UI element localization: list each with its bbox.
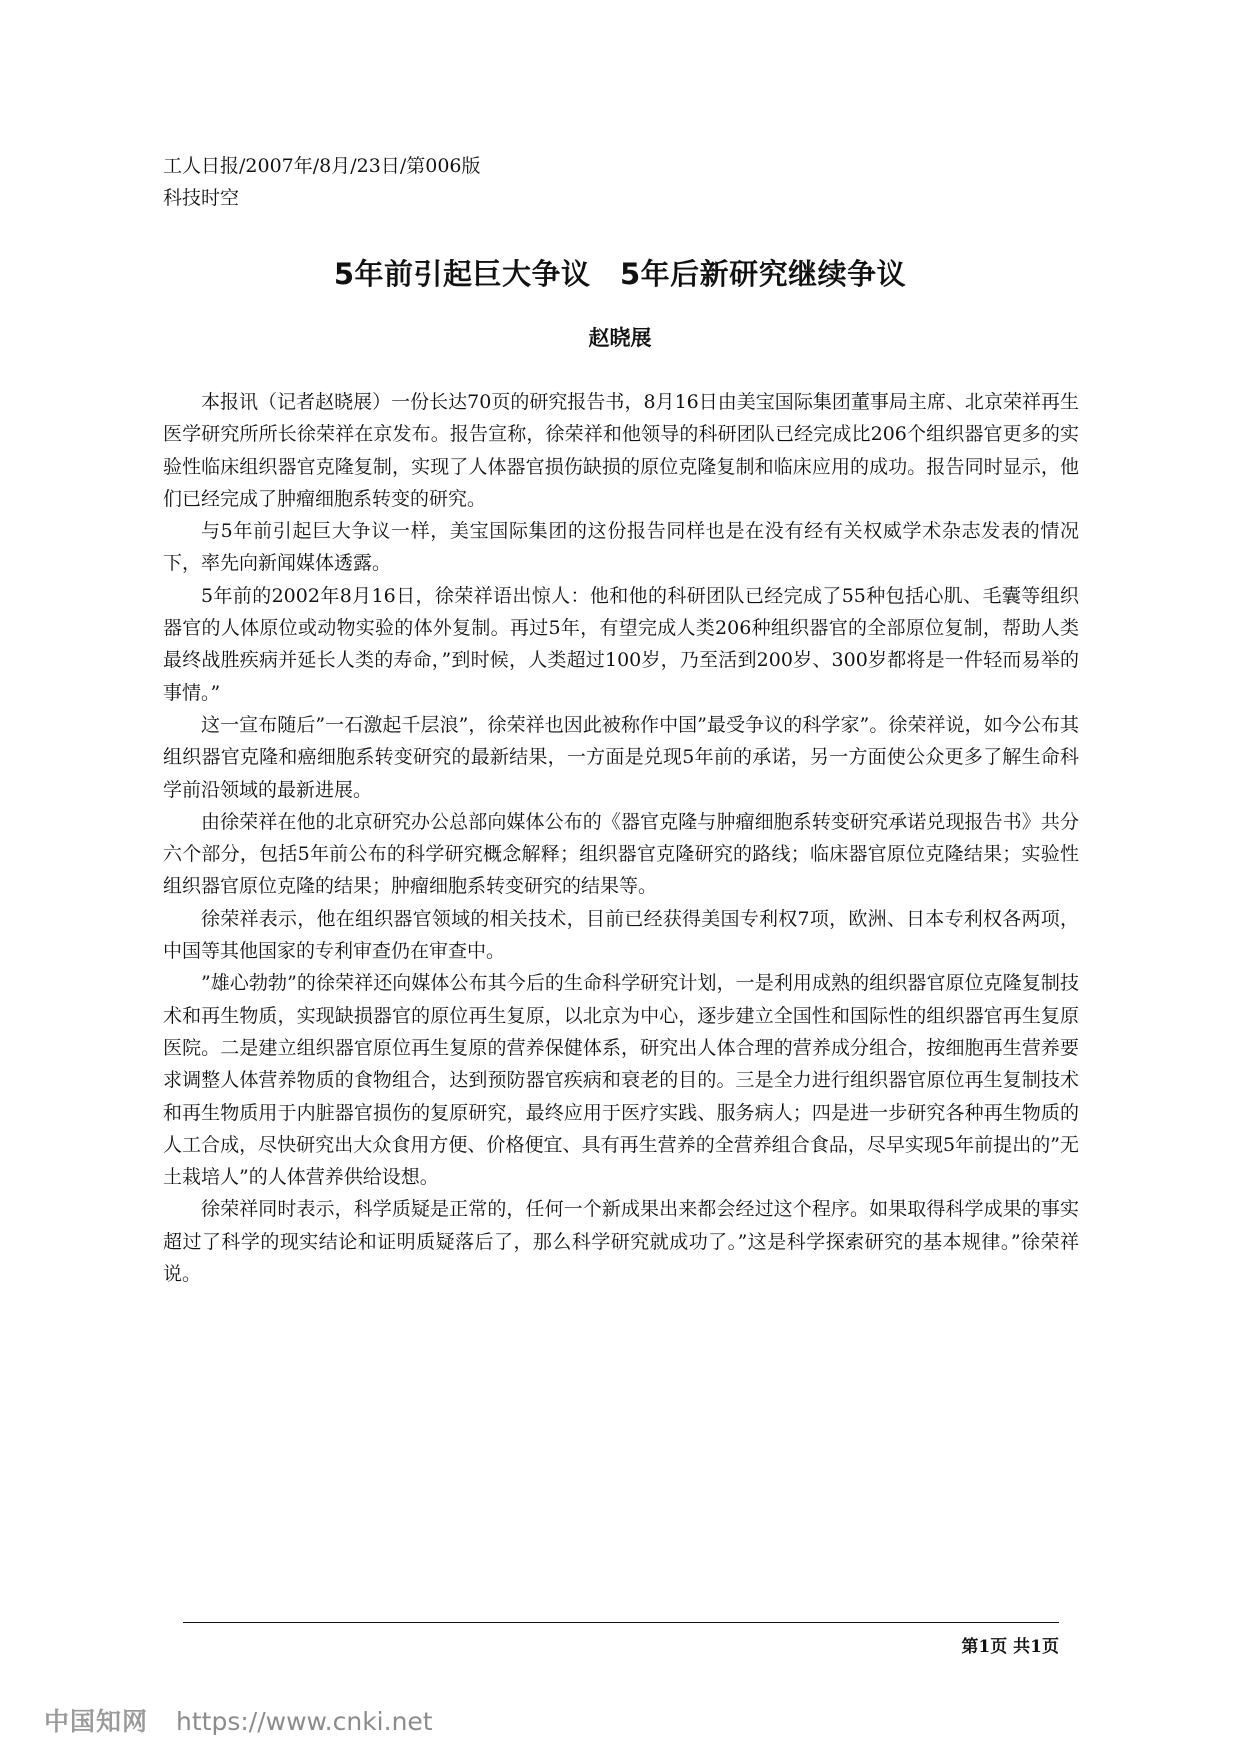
- paragraph: ”雄心勃勃”的徐荣祥还向媒体公布其今后的生命科学研究计划，一是利用成熟的组织器官原位克隆复制技术和再生物质，实现缺损器官的原位再生复原，以北京为中心，逐步建立全国性和国际性的组织器官再生复原医院。二是建立组织器官原位再生复原的营养保健体系，研究出人体合理的营养成分组合，按细胞再生营养要求调整人体营养物质的食物组合，达到预防器官疾病和衰老的目的。三是全力进行组织器官原位再生复制技术和再生物质用于内脏器官损伤的复原研究，最终应用于医疗实践、服务病人；四是进一步研究各种再生物质的人工合成，尽快研究出大众食用方便、价格便宜、具有再生营养的全营养组合食品，尽早实现5年前提出的”无土栽培人”的人体营养供给设想。: [163, 972, 1079, 1189]
- column-name: 科技时空: [163, 187, 240, 209]
- watermark: [44, 1702, 433, 1738]
- article-body: [163, 386, 1079, 1290]
- source-line: 工人日报/2007年/8月/23日/第006版: [163, 155, 481, 177]
- article-title: 5年前引起巨大争议 5年后新研究继续争议: [333, 257, 907, 291]
- paragraph: 与5年前引起巨大争议一样，美宝国际集团的这份报告同样也是在没有经有关权威学术杂志发表的情况下，率先向新闻媒体透露。: [163, 520, 1079, 575]
- paragraph: 5年前的2002年8月16日，徐荣祥语出惊人：他和他的科研团队已经完成了55种包括心肌、毛囊等组织器官的人体原位或动物实验的体外复制。再过5年，有望完成人类206种组织器官的全部原位复制，帮助人类最终战胜疾病并延长人类的寿命，”到时候，人类超过100岁，乃至活到200岁、300岁都将是一件轻而易举的事情。”: [163, 584, 1079, 704]
- page-indicator: 第1页 共1页: [961, 1637, 1059, 1657]
- watermark-url[interactable]: https://www.cnki.net: [176, 1707, 433, 1736]
- paragraph: 本报讯（记者赵晓展）一份长达70页的研究报告书，8月16日由美宝国际集团董事局主席、北京荣祥再生医学研究所所长徐荣祥在京发布。报告宣称，徐荣祥和他领导的科研团队已经完成比206个组织器官更多的实验性临床组织器官克隆复制，实现了人体器官损伤缺损的原位克隆复制和临床应用的成功。报告同时显示，他们已经完成了肿瘤细胞系转变的研究。: [163, 391, 1079, 510]
- paragraph: 徐荣祥同时表示，科学质疑是正常的，任何一个新成果出来都会经过这个程序。如果取得科学成果的事实超过了科学的现实结论和证明质疑落后了，那么科学研究就成功了。”这是科学探索研究的基本规律。”徐荣祥说。: [163, 1198, 1079, 1286]
- source-info: [163, 150, 481, 214]
- paragraph: 由徐荣祥在他的北京研究办公总部向媒体公布的《器官克隆与肿瘤细胞系转变研究承诺兑现报告书》共分六个部分，包括5年前公布的科学研究概念解释；组织器官克隆研究的路线；临床器官原位克隆结果；实验性组织器官原位克隆的结果；肿瘤细胞系转变研究的结果等。: [163, 810, 1079, 898]
- article-author: 赵晓展: [588, 326, 652, 350]
- footer-divider: [183, 1622, 1059, 1623]
- paragraph: 这一宣布随后”一石激起千层浪”，徐荣祥也因此被称作中国”最受争议的科学家”。徐荣祥说，如今公布其组织器官克隆和癌细胞系转变研究的最新结果，一方面是兑现5年前的承诺，另一方面使公众更多了解生命科学前沿领域的最新进展。: [163, 713, 1079, 801]
- cnki-logo: 中国知网: [44, 1707, 149, 1736]
- paragraph: 徐荣祥表示，他在组织器官领域的相关技术，目前已经获得美国专利权7项，欧洲、日本专利权各两项，中国等其他国家的专利审查仍在审查中。: [163, 907, 1079, 963]
